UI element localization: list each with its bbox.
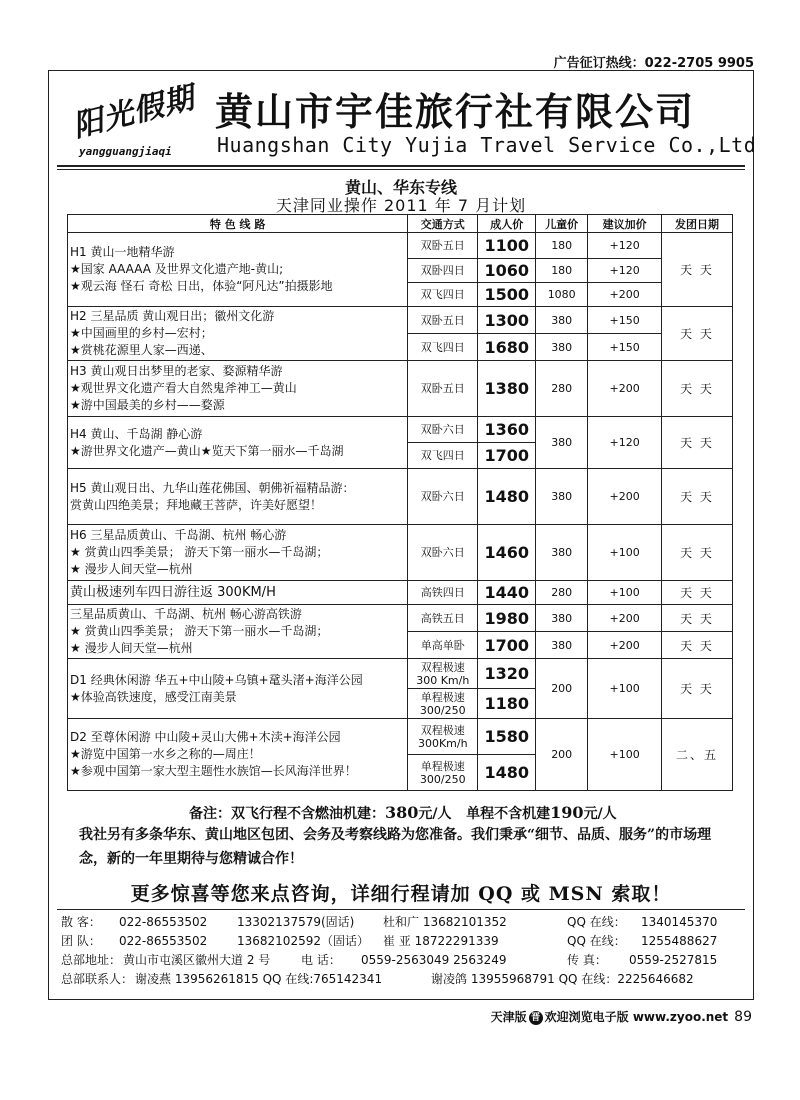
transport-cell: 双飞四日 <box>408 283 478 307</box>
child-price: 380 <box>536 334 588 361</box>
qq-number: 1255488627 <box>641 934 718 948</box>
hq-contact-1: 谢凌燕 13956261815 QQ 在线:765142341 <box>135 972 383 986</box>
route-line: ★ 赏黄山四季美景； 游天下第一丽水—千岛湖； <box>70 624 329 638</box>
markup-price: +120 <box>588 233 662 259</box>
contact-block <box>61 913 741 989</box>
adult-price: 1100 <box>478 233 536 259</box>
route-line: D1 经典休闲游 华五+中山陵+乌镇+鼋头渚+海洋公园 <box>70 672 363 687</box>
address-value: 黄山市屯溪区徽州大道 2 号 <box>123 953 271 967</box>
logo-sub-text: yangguangjiaqi <box>79 145 172 158</box>
contact-person: 杜和广 13682101352 <box>383 915 507 929</box>
departure-days: 天 天 <box>662 632 733 659</box>
transport-cell: 双飞四日 <box>408 334 478 361</box>
table-row <box>68 659 733 689</box>
company-name-cn: 黄山市宇佳旅行社有限公司 <box>215 90 696 134</box>
markup-price: +100 <box>588 659 662 719</box>
markup-price: +200 <box>588 469 662 525</box>
markup-price: +120 <box>588 259 662 283</box>
footer-link-text: 欢迎浏览电子版 www.zyoo.net <box>544 1010 729 1024</box>
adult-price: 1700 <box>478 443 536 469</box>
subtitle-line: 黄山、华东专线 <box>344 178 457 197</box>
child-price: 380 <box>536 605 588 632</box>
tel-label: 电 话： <box>301 953 341 967</box>
route-line: ★观世界文化遗产看大自然鬼斧神工—黄山 <box>70 381 297 395</box>
brand-logo <box>65 80 205 159</box>
contact-phone: 022-86553502 <box>119 934 208 948</box>
route-line: ★ 赏黄山四季美景； 游天下第一丽水—千岛湖； <box>70 545 329 559</box>
logo-main-text: 阳光假期 <box>69 80 199 145</box>
markup-price: +100 <box>588 581 662 605</box>
adult-price: 1460 <box>478 525 536 581</box>
adult-price: 1180 <box>478 689 536 719</box>
transport-cell: 双卧六日 <box>408 469 478 525</box>
contact-person: 崔 亚 18722291339 <box>383 934 499 948</box>
route-description <box>68 605 408 659</box>
fuel-note <box>189 803 617 823</box>
contact-row <box>61 913 741 932</box>
adult-price: 1440 <box>478 581 536 605</box>
qq-label: QQ 在线： <box>567 915 626 929</box>
departure-days: 天 天 <box>662 469 733 525</box>
route-line: H1 黄山一地精华游 <box>70 245 175 259</box>
child-price: 380 <box>536 469 588 525</box>
transport-cell: 高铁四日 <box>408 581 478 605</box>
adult-price: 1480 <box>478 755 536 791</box>
route-line: H3 黄山观日出梦里的老家、婺源精华游 <box>70 364 283 378</box>
route-description <box>68 361 408 417</box>
promo-rule <box>57 909 745 910</box>
contact-mobile: 13682102592（固话） <box>237 934 369 948</box>
adult-price: 1700 <box>478 632 536 659</box>
markup-price: +100 <box>588 719 662 791</box>
header-markup: 建议加价 <box>588 215 662 233</box>
child-price: 380 <box>536 632 588 659</box>
table-row <box>68 605 733 632</box>
route-line: ★观云海 怪石 奇松 日出，体验“阿凡达”拍摄影地 <box>70 279 333 293</box>
page-footer <box>491 1008 752 1025</box>
route-line: D2 至尊休闲游 中山陵+灵山大佛+木渎+海洋公园 <box>70 730 341 744</box>
child-price: 380 <box>536 417 588 469</box>
markup-price: +150 <box>588 334 662 361</box>
child-price: 180 <box>536 233 588 259</box>
ad-hotline: 广告征订热线：022-2705 9905 <box>553 56 754 71</box>
header-rule-thin <box>57 169 745 170</box>
transport-cell: 高铁五日 <box>408 605 478 632</box>
markup-price: +150 <box>588 307 662 334</box>
route-line: H2 三星品质 黄山观日出；徽州文化游 <box>70 309 275 323</box>
note-mid: 单程不含机建 <box>466 806 551 822</box>
route-line: H5 黄山观日出、九华山莲花佛国、朝佛祈福精品游： <box>70 480 355 495</box>
note-value-1: 380 <box>385 803 419 822</box>
table-row <box>68 307 733 334</box>
departure-days: 二、五 <box>662 719 733 791</box>
tel-value: 0559-2563049 2563249 <box>361 953 507 967</box>
note-unit-2: 元/人 <box>583 806 617 822</box>
transport-cell: 单高单卧 <box>408 632 478 659</box>
route-line: ★游中国最美的乡村——婺源 <box>70 398 225 412</box>
hq-contact-2: 谢凌鸽 13955968791 QQ 在线：2225646682 <box>431 972 694 986</box>
intro-paragraph: 我社另有多条华东、黄山地区包团、会务及考察线路为您准备。我们秉承“细节、品质、服务”的市场理念，新的一年里期待与您精诚合作！ <box>79 827 712 867</box>
child-price: 200 <box>536 659 588 719</box>
child-price: 380 <box>536 525 588 581</box>
adult-price: 1480 <box>478 469 536 525</box>
route-line: 黄山极速列车四日游往返 300KM/H <box>70 585 276 600</box>
address-label: 总部地址： <box>61 953 122 967</box>
transport-cell: 双卧五日 <box>408 233 478 259</box>
adult-price: 1300 <box>478 307 536 334</box>
table-header-row <box>68 215 733 233</box>
edition-badge-icon: 晋 <box>529 1011 543 1025</box>
plan-title: 天津同业操作 2011 年 7 月计划 <box>275 196 527 215</box>
routes-table <box>67 214 733 791</box>
route-description <box>68 659 408 719</box>
departure-days: 天 天 <box>662 581 733 605</box>
child-price: 180 <box>536 259 588 283</box>
fax-value: 0559-2527815 <box>629 953 718 967</box>
note-label: 备注：双飞行程不含燃油机建： <box>189 806 385 822</box>
fax-label: 传 真： <box>567 953 607 967</box>
adult-price: 1580 <box>478 719 536 755</box>
table-row <box>68 581 733 605</box>
route-line: ★ 漫步人间天堂—杭州 <box>70 562 193 576</box>
route-line: 赏黄山四绝美景；拜地藏王菩萨，许美好愿望！ <box>70 497 323 512</box>
route-line: ★体验高铁速度，感受江南美景 <box>70 689 237 704</box>
departure-days: 天 天 <box>662 233 733 307</box>
hq-contact-label: 总部联系人： <box>61 972 134 986</box>
transport-cell: 双卧六日 <box>408 525 478 581</box>
note-value-2: 190 <box>550 803 584 822</box>
route-line: ★国家 AAAAA 及世界文化遗产地-黄山; <box>70 262 284 276</box>
contact-label: 团 队： <box>61 934 101 948</box>
markup-price: +120 <box>588 417 662 469</box>
route-line: ★ 漫步人间天堂—杭州 <box>70 641 193 655</box>
contact-label: 散 客： <box>61 915 101 929</box>
contact-phone: 022-86553502 <box>119 915 208 929</box>
route-line: 三星品质黄山、千岛湖、杭州 畅心游高铁游 <box>70 607 302 621</box>
markup-price: +200 <box>588 632 662 659</box>
edition-label: 天津版 <box>490 1010 527 1024</box>
header-route: 特 色 线 路 <box>68 215 408 233</box>
header-transport: 交通方式 <box>408 215 478 233</box>
transport-cell: 单程极速 300/250 <box>408 689 478 719</box>
route-line: ★参观中国第一家大型主题性水族馆—长风海洋世界！ <box>70 764 357 778</box>
route-description <box>68 525 408 581</box>
route-description <box>68 233 408 307</box>
adult-price: 1320 <box>478 659 536 689</box>
departure-days: 天 天 <box>662 605 733 632</box>
transport-cell: 双卧四日 <box>408 259 478 283</box>
transport-cell: 双程极速 300 Km/h <box>408 659 478 689</box>
child-price: 280 <box>536 581 588 605</box>
route-line: ★赏桃花源里人家—西递、 <box>70 343 213 357</box>
header-child: 儿童价 <box>536 215 588 233</box>
departure-days: 天 天 <box>662 659 733 719</box>
markup-price: +200 <box>588 283 662 307</box>
route-line: H4 黄山、千岛湖 静心游 <box>70 426 203 441</box>
markup-price: +100 <box>588 525 662 581</box>
promo-banner: 更多惊喜等您来点咨询，详细行程请加 QQ 或 MSN 索取！ <box>130 883 672 905</box>
table-row <box>68 719 733 755</box>
contact-row <box>61 970 741 989</box>
transport-cell: 双飞四日 <box>408 443 478 469</box>
qq-label: QQ 在线： <box>567 934 626 948</box>
child-price: 1080 <box>536 283 588 307</box>
route-line: ★游世界文化遗产—黄山★览天下第一丽水—千岛湖 <box>70 443 344 458</box>
contact-row <box>61 932 741 951</box>
adult-price: 1980 <box>478 605 536 632</box>
transport-cell: 双卧六日 <box>408 417 478 443</box>
header-adult: 成人价 <box>478 215 536 233</box>
route-description <box>68 719 408 791</box>
contact-mobile: 13302137579(固话) <box>237 915 355 929</box>
adult-price: 1360 <box>478 417 536 443</box>
child-price: 380 <box>536 307 588 334</box>
departure-days: 天 天 <box>662 525 733 581</box>
header-departure: 发团日期 <box>662 215 733 233</box>
table-row <box>68 233 733 259</box>
route-description <box>68 581 408 605</box>
table-row <box>68 469 733 525</box>
adult-price: 1060 <box>478 259 536 283</box>
departure-days: 天 天 <box>662 417 733 469</box>
table-row <box>68 525 733 581</box>
route-line: H6 三星品质黄山、千岛湖、杭州 畅心游 <box>70 528 287 542</box>
header-rule-thick <box>57 165 745 167</box>
transport-cell: 单程极速 300/250 <box>408 755 478 791</box>
company-name-en: Huangshan City Yujia Travel Service Co.,Ltd <box>217 133 757 157</box>
markup-price: +200 <box>588 605 662 632</box>
transport-cell: 双卧五日 <box>408 307 478 334</box>
child-price: 280 <box>536 361 588 417</box>
qq-number: 1340145370 <box>641 915 718 929</box>
route-line: ★中国画里的乡村—宏村； <box>70 326 213 340</box>
adult-price: 1380 <box>478 361 536 417</box>
page-number: 89 <box>734 1009 752 1025</box>
flyer-frame <box>48 70 757 1000</box>
route-description <box>68 469 408 525</box>
departure-days: 天 天 <box>662 307 733 361</box>
route-line: ★游览中国第一水乡之称的—周庄！ <box>70 747 261 761</box>
note-unit-1: 元/人 <box>418 806 452 822</box>
adult-price: 1500 <box>478 283 536 307</box>
transport-cell: 双程极速 300Km/h <box>408 719 478 755</box>
transport-cell: 双卧五日 <box>408 361 478 417</box>
table-row <box>68 417 733 443</box>
departure-days: 天 天 <box>662 361 733 417</box>
route-description <box>68 307 408 361</box>
contact-row <box>61 951 741 970</box>
child-price: 200 <box>536 719 588 791</box>
table-row <box>68 361 733 417</box>
route-description <box>68 417 408 469</box>
adult-price: 1680 <box>478 334 536 361</box>
markup-price: +200 <box>588 361 662 417</box>
